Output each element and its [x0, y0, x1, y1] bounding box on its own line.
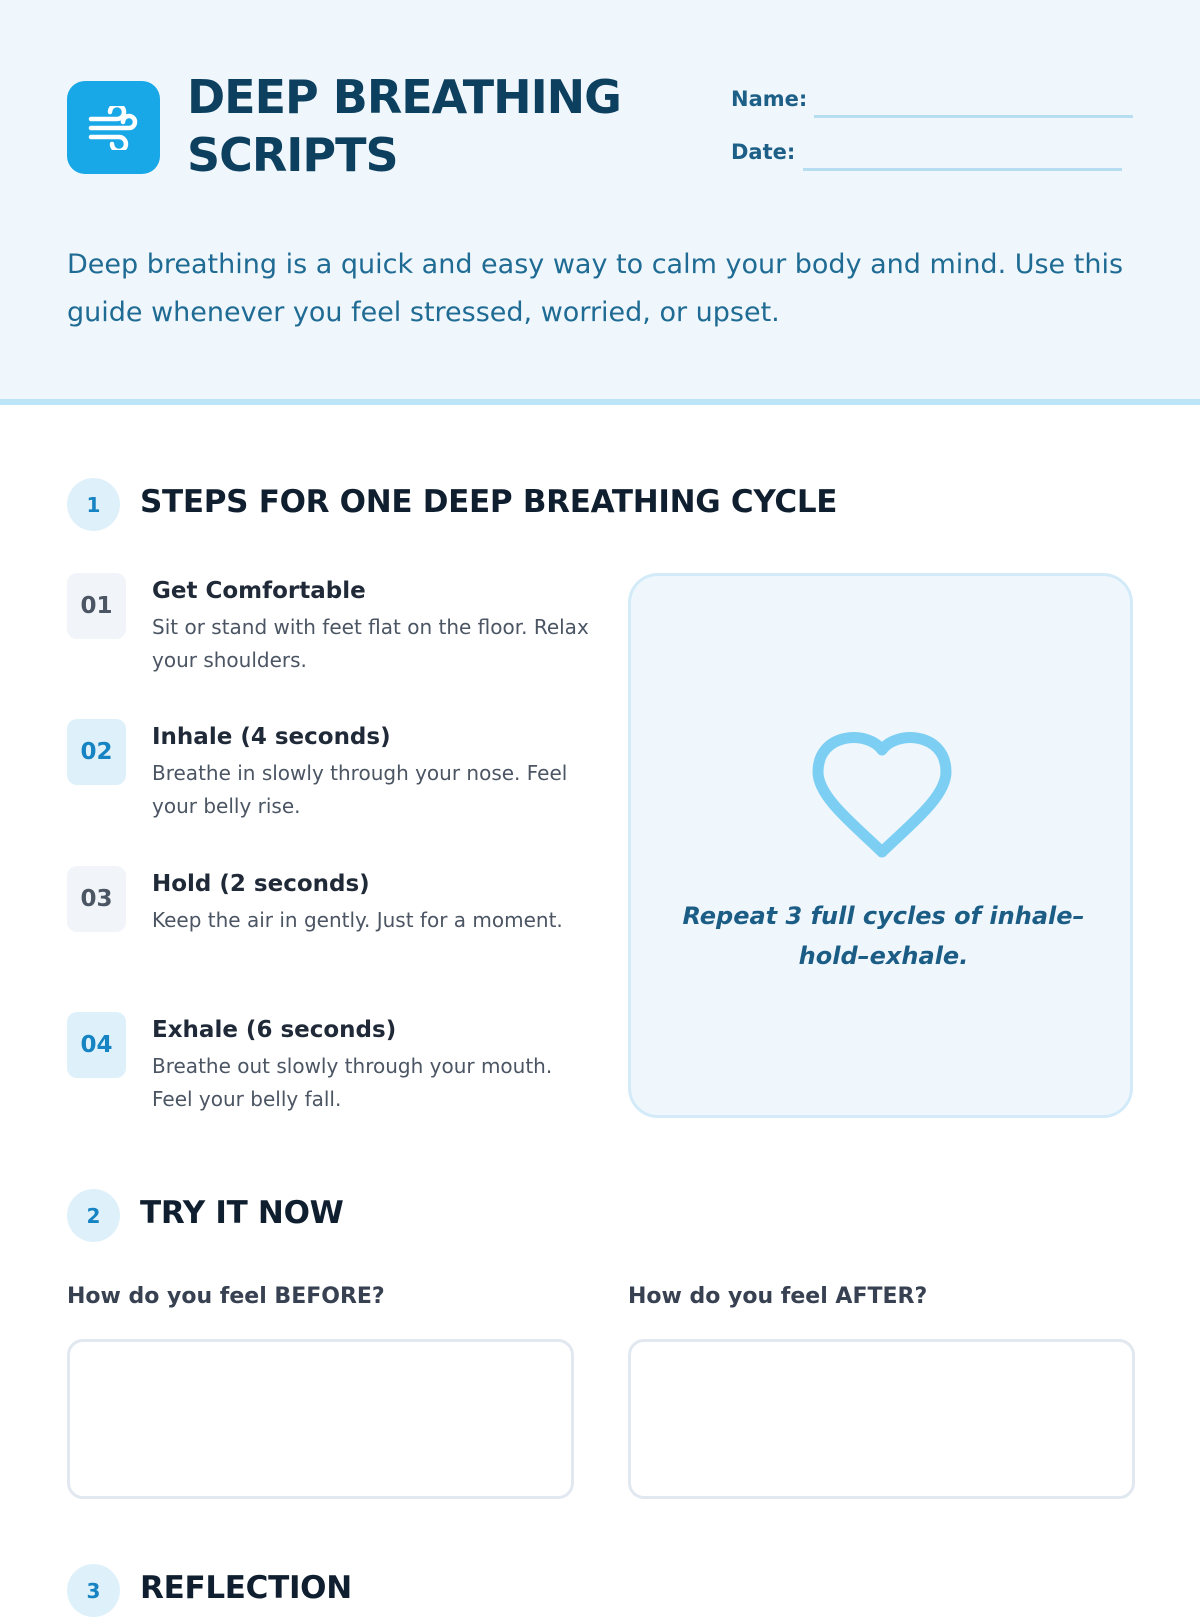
section-2-title: TRY IT NOW: [140, 1195, 344, 1231]
heart-icon: [808, 728, 956, 858]
title-line-1: DEEP BREATHING: [187, 70, 621, 124]
section-2-badge: 2: [67, 1189, 120, 1242]
repeat-instruction: Repeat 3 full cycles of inhale–hold–exhale.: [682, 902, 1085, 970]
step-4-description: Breathe out slowly through your mouth. Feel your belly fall.: [152, 1054, 553, 1111]
before-label: How do you feel BEFORE?: [67, 1284, 385, 1309]
after-label: How do you feel AFTER?: [628, 1284, 928, 1309]
worksheet-header: [0, 0, 1200, 405]
step-2-description: Breathe in slowly through your nose. Feel your belly rise.: [152, 761, 568, 818]
step-1-title: Get Comfortable: [152, 578, 366, 604]
before-answer-box[interactable]: [67, 1339, 574, 1499]
step-3-title: Hold (2 seconds): [152, 871, 370, 897]
wind-icon: [87, 106, 141, 150]
page-title: [187, 68, 621, 184]
repeat-cycles-card: [628, 573, 1133, 1118]
step-4-number: 04: [67, 1012, 126, 1078]
step-3-number: 03: [67, 866, 126, 932]
step-2-title: Inhale (4 seconds): [152, 724, 391, 750]
wind-logo: [67, 81, 160, 174]
title-line-2: SCRIPTS: [187, 128, 398, 182]
section-3-badge: 3: [67, 1564, 120, 1617]
name-field[interactable]: [814, 115, 1133, 118]
intro-text: Deep breathing is a quick and easy way to calm your body and mind. Use this guide whenever you feel stressed, worried, or upset.: [67, 249, 1124, 328]
step-2-number: 02: [67, 719, 126, 785]
step-1-description: Sit or stand with feet flat on the floor. Relax your shoulders.: [152, 615, 589, 672]
section-1-badge: 1: [67, 478, 120, 531]
section-1-title: STEPS FOR ONE DEEP BREATHING CYCLE: [140, 484, 838, 520]
step-4-title: Exhale (6 seconds): [152, 1017, 397, 1043]
date-label: Date:: [731, 140, 796, 164]
step-1-number: 01: [67, 573, 126, 639]
date-field[interactable]: [803, 168, 1122, 171]
name-label: Name:: [731, 87, 808, 111]
section-3-title: REFLECTION: [140, 1570, 352, 1606]
step-3-description: Keep the air in gently. Just for a moment.: [152, 908, 563, 932]
after-answer-box[interactable]: [628, 1339, 1135, 1499]
